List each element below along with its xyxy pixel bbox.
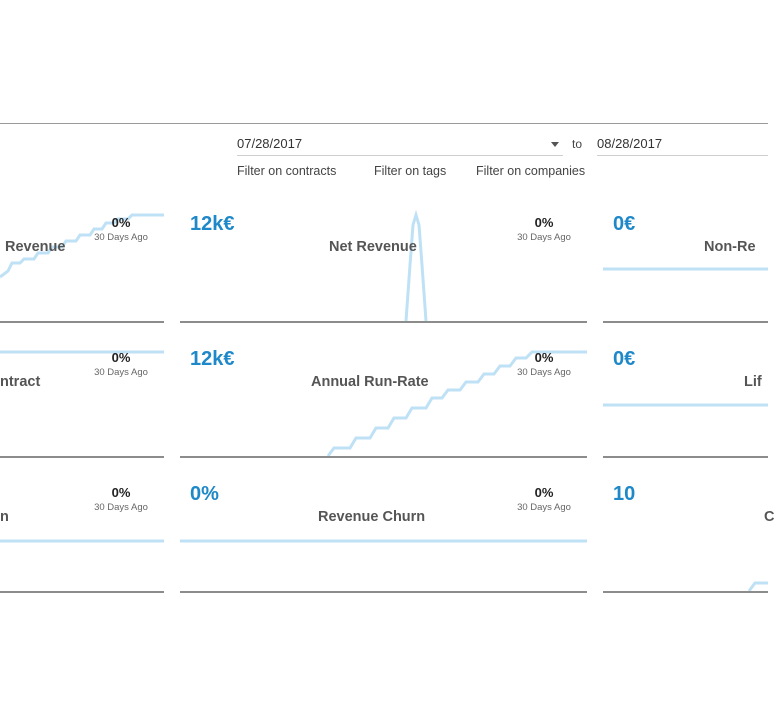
card-baseline xyxy=(0,321,164,323)
metric-period: 30 Days Ago xyxy=(94,502,148,513)
card-baseline xyxy=(0,591,164,593)
card-baseline xyxy=(0,456,164,458)
card-baseline xyxy=(603,456,768,458)
metric-period: 30 Days Ago xyxy=(94,367,148,378)
date-range-separator: to xyxy=(572,137,583,151)
metric-card-churn[interactable] xyxy=(0,475,164,593)
metric-label: Revenue Churn xyxy=(318,509,426,525)
metric-value: 0€ xyxy=(613,348,636,370)
metric-change: 0% xyxy=(111,215,131,230)
metric-card-contract[interactable] xyxy=(0,340,164,458)
metric-change: 0% xyxy=(534,215,554,230)
metric-card-lifetime[interactable] xyxy=(603,340,768,458)
metric-label: Net Revenue xyxy=(329,239,417,255)
metric-card-annual-run-rate[interactable] xyxy=(180,340,587,458)
card-baseline xyxy=(180,456,587,458)
metric-period: 30 Days Ago xyxy=(94,232,148,243)
metric-label: Lif xyxy=(744,374,762,390)
filter-contracts-link[interactable]: Filter on contracts xyxy=(237,164,337,178)
metric-value: 12k€ xyxy=(190,348,235,370)
metric-card-revenue-churn[interactable] xyxy=(180,475,587,593)
metric-period: 30 Days Ago xyxy=(517,367,571,378)
metric-value: 12k€ xyxy=(190,213,235,235)
card-baseline xyxy=(180,321,587,323)
metric-label: Revenue xyxy=(5,239,66,255)
metric-change: 0% xyxy=(111,350,131,365)
card-baseline xyxy=(603,591,768,593)
metric-change: 0% xyxy=(534,350,554,365)
metric-change: 0% xyxy=(534,485,554,500)
metric-change: 0% xyxy=(111,485,131,500)
date-from-select[interactable] xyxy=(237,134,563,156)
metric-period: 30 Days Ago xyxy=(517,502,571,513)
card-baseline xyxy=(180,591,587,593)
metric-value: 10 xyxy=(613,483,636,505)
metric-label: C xyxy=(764,509,774,525)
date-to-select[interactable] xyxy=(597,134,768,156)
metric-label: ntract xyxy=(0,374,41,390)
metric-period: 30 Days Ago xyxy=(517,232,571,243)
metric-card-net-revenue[interactable] xyxy=(180,205,587,323)
filter-companies-link[interactable]: Filter on companies xyxy=(476,164,586,178)
date-to-value: 08/28/2017 xyxy=(597,136,663,151)
metric-label: n xyxy=(0,509,9,525)
header-divider xyxy=(0,123,768,124)
card-baseline xyxy=(603,321,768,323)
filter-tags-link[interactable]: Filter on tags xyxy=(374,164,447,178)
date-from-value: 07/28/2017 xyxy=(237,136,303,151)
metric-value: 0€ xyxy=(613,213,636,235)
metric-card-revenue[interactable] xyxy=(0,205,164,323)
chevron-down-icon[interactable] xyxy=(551,142,559,147)
metric-card-customers[interactable] xyxy=(603,475,774,593)
metric-card-non-recurring[interactable] xyxy=(603,205,768,323)
metric-label: Annual Run-Rate xyxy=(311,374,429,390)
metric-value: 0% xyxy=(190,483,219,505)
metric-label: Non-Re xyxy=(704,239,756,255)
